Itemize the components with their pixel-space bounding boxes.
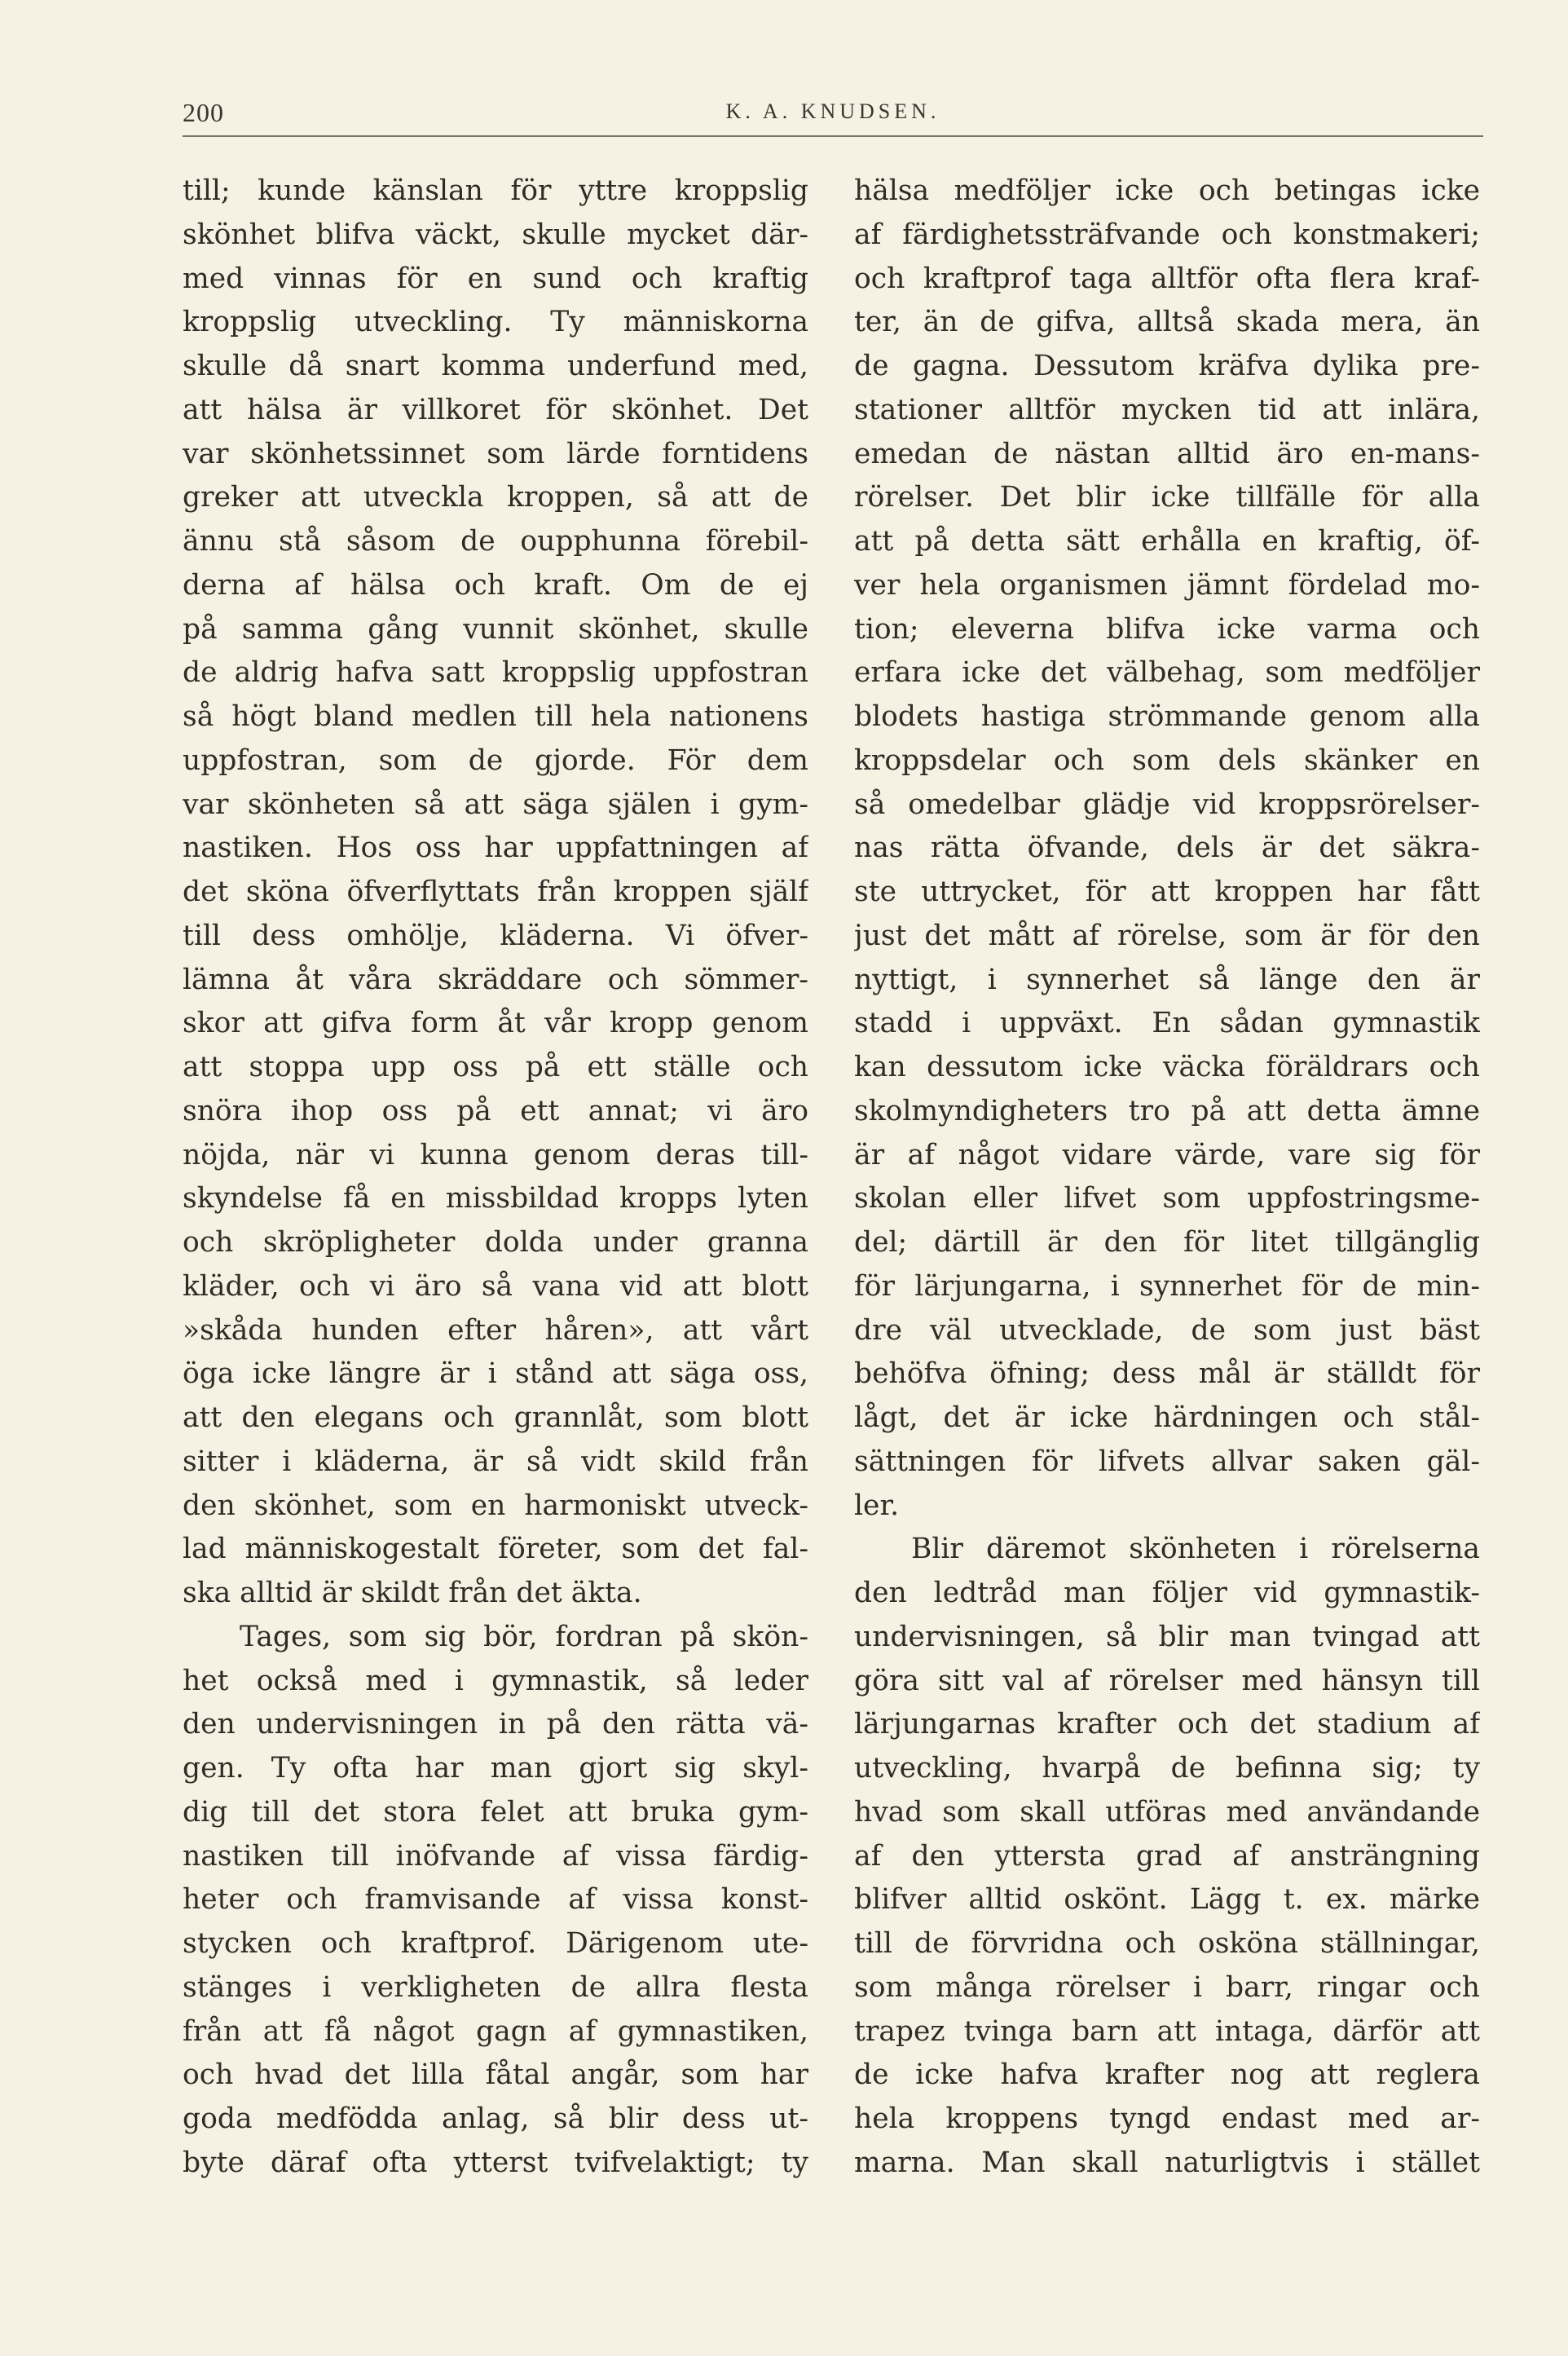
text-line: blodets hastiga strömmande genom alla: [854, 700, 1480, 733]
text-line: skolan eller lifvet som uppfostringsme-: [854, 1182, 1480, 1216]
text-line: het också med i gymnastik, så leder: [183, 1664, 808, 1697]
text-line: på samma gång vunnit skönhet, skulle: [183, 612, 808, 646]
text-line: ler.: [854, 1489, 900, 1522]
text-line: nas rätta öfvande, dels är det säkra-: [854, 832, 1480, 865]
header-rule: [183, 135, 1483, 137]
text-line: del; därtill är den för litet tillgänglig: [854, 1226, 1480, 1259]
text-line: så högt bland medlen till hela nationens: [183, 700, 808, 733]
text-line: lågt, det är icke härdningen och stål-: [854, 1401, 1480, 1434]
text-line: hvad som skall utföras med användande: [854, 1795, 1480, 1829]
text-line: nastiken. Hos oss har uppfattningen af: [183, 832, 808, 865]
text-line: ter, än de gifva, alltså skada mera, än: [854, 306, 1480, 339]
text-line: göra sitt val af rörelser med hänsyn till: [854, 1664, 1480, 1697]
text-line: hela kroppens tyngd endast med ar-: [854, 2102, 1480, 2135]
text-line: dre väl utvecklade, de som just bäst: [854, 1313, 1480, 1347]
text-line: stänges i verkligheten de allra flesta: [183, 1970, 808, 2004]
text-line: skolmyndigheters tro på att detta ämne: [854, 1094, 1480, 1127]
text-line: är af något vidare värde, vare sig för: [854, 1138, 1480, 1171]
text-line: just det mått af rörelse, som är för den: [854, 919, 1480, 952]
text-line: den undervisningen in på den rätta vä-: [183, 1708, 808, 1741]
text-line: nastiken till inöfvande af vissa färdig-: [183, 1839, 808, 1873]
text-line: skulle då snart komma underfund med,: [183, 350, 808, 382]
text-line: rörelser. Det blir icke tillfälle för alla: [854, 481, 1480, 514]
text-line: det sköna öfverflyttats från kroppen själf: [183, 876, 808, 908]
text-line: och skröpligheter dolda under granna: [183, 1226, 808, 1259]
text-line: af färdighetssträfvande och konstmakeri;: [854, 218, 1480, 251]
text-line: hälsa medföljer icke och betingas icke: [854, 174, 1480, 207]
text-line: sättningen för lifvets allvar saken gäl-: [854, 1445, 1480, 1478]
text-line: de icke hafva krafter nog att reglera: [854, 2058, 1480, 2092]
text-line: lad människogestalt företer, som det fal-: [183, 1533, 808, 1566]
text-line: stadd i uppväxt. En sådan gymnastik: [854, 1007, 1480, 1040]
text-line: heter och framvisande af vissa konst-: [183, 1883, 808, 1917]
page-number: 200: [183, 98, 224, 127]
text-line: undervisningen, så blir man tvingad att: [854, 1620, 1480, 1653]
text-line: som många rörelser i barr, ringar och: [854, 1970, 1480, 2004]
text-line: till de förvridna och osköna ställningar,: [854, 1927, 1480, 1960]
text-line: kan dessutom icke väcka föräldrars och: [854, 1051, 1480, 1083]
text-line: lämna åt våra skräddare och sömmer-: [183, 963, 808, 996]
text-line: skönhet blifva väckt, skulle mycket där-: [183, 218, 808, 251]
text-line: byte däraf ofta ytterst tvifvelaktigt; ty: [183, 2146, 808, 2179]
text-line: och hvad det lilla fåtal angår, som har: [183, 2058, 808, 2092]
text-line: den skönhet, som en harmoniskt utveck-: [183, 1489, 808, 1522]
text-line: den ledtråd man följer vid gymnastik-: [854, 1577, 1480, 1609]
text-line: lärjungarnas krafter och det stadium af: [854, 1708, 1480, 1741]
text-line: att stoppa upp oss på ett ställe och: [183, 1051, 808, 1083]
text-line: kroppsdelar och som dels skänker en: [854, 743, 1480, 777]
text-line: kroppslig utveckling. Ty människorna: [183, 306, 808, 339]
text-line: så omedelbar glädje vid kroppsrörelser-: [854, 788, 1480, 821]
text-line: att på detta sätt erhålla en kraftig, öf-: [854, 525, 1480, 558]
text-line: trapez tvinga barn att intaga, därför att: [854, 2014, 1480, 2048]
text-line: tion; eleverna blifva icke varma och: [854, 612, 1480, 646]
text-line: dig till det stora felet att bruka gym-: [183, 1795, 808, 1829]
text-line: ver hela organismen jämnt fördelad mo-: [854, 568, 1480, 602]
running-title: K. A. KNUDSEN.: [725, 99, 940, 123]
text-line: kläder, och vi äro så vana vid att blott: [183, 1269, 808, 1303]
text-line: derna af hälsa och kraft. Om de ej: [183, 568, 808, 602]
text-line: utveckling, hvarpå de befinna sig; ty: [854, 1752, 1480, 1785]
running-head: [183, 90, 1483, 139]
text-line: att den elegans och grannlåt, som blott: [183, 1401, 808, 1434]
text-line: nöjda, när vi kunna genom deras till-: [183, 1138, 808, 1171]
text-line: skyndelse få en missbildad kropps lyten: [183, 1182, 808, 1216]
text-line: och kraftprof taga alltför ofta flera kraf-: [854, 262, 1480, 295]
text-line: ännu stå såsom de oupphunna förebil-: [183, 525, 808, 558]
text-line: öga icke längre är i stånd att säga oss,: [183, 1357, 808, 1391]
text-line: till dess omhölje, kläderna. Vi öfver-: [183, 919, 808, 952]
text-line: de gagna. Dessutom kräfva dylika pre-: [854, 350, 1480, 382]
text-line: nyttigt, i synnerhet så länge den är: [854, 963, 1480, 996]
text-line: från att få något gagn af gymnastiken,: [183, 2014, 808, 2048]
text-line: goda medfödda anlag, så blir dess ut-: [183, 2102, 808, 2135]
text-line: erfara icke det välbehag, som medföljer: [854, 656, 1480, 690]
text-line: blifver alltid oskönt. Lägg t. ex. märke: [854, 1883, 1480, 1917]
text-line: ska alltid är skildt från det äkta.: [183, 1577, 642, 1609]
text-line: »skåda hunden efter håren», att vårt: [183, 1313, 808, 1347]
left-column: [183, 170, 808, 2186]
text-line: gen. Ty ofta har man gjort sig skyl-: [183, 1752, 808, 1785]
text-line: uppfostran, som de gjorde. För dem: [183, 743, 808, 777]
text-line: af den yttersta grad af ansträngning: [854, 1839, 1480, 1873]
right-column: [854, 170, 1480, 2186]
paragraph-start-line: Blir däremot skönheten i rörelserna: [911, 1533, 1480, 1566]
text-line: var skönheten så att säga själen i gym-: [183, 788, 808, 821]
text-line: var skönhetssinnet som lärde forntidens: [183, 437, 808, 470]
text-line: marna. Man skall naturligtvis i stället: [854, 2146, 1480, 2179]
text-line: stationer alltför mycken tid att inlära,: [854, 393, 1480, 426]
paragraph-start-line: Tages, som sig bör, fordran på skön-: [240, 1620, 808, 1653]
text-line: snöra ihop oss på ett annat; vi äro: [183, 1094, 808, 1127]
text-line: emedan de nästan alltid äro en-mans-: [854, 437, 1480, 470]
text-line: behöfva öfning; dess mål är ställdt för: [854, 1357, 1480, 1391]
text-line: för lärjungarna, i synnerhet för de min-: [854, 1269, 1480, 1303]
text-line: greker att utveckla kroppen, så att de: [183, 481, 808, 514]
text-line: skor att gifva form åt vår kropp genom: [183, 1007, 808, 1040]
text-line: de aldrig hafva satt kroppslig uppfostran: [183, 656, 808, 690]
text-line: ste uttrycket, för att kroppen har fått: [854, 876, 1480, 908]
text-line: stycken och kraftprof. Därigenom ute-: [183, 1927, 808, 1960]
text-line: sitter i kläderna, är så vidt skild från: [183, 1445, 808, 1478]
text-line: att hälsa är villkoret för skönhet. Det: [183, 393, 808, 426]
text-line: med vinnas för en sund och kraftig: [183, 262, 808, 295]
text-line: till; kunde känslan för yttre kroppslig: [183, 174, 808, 207]
